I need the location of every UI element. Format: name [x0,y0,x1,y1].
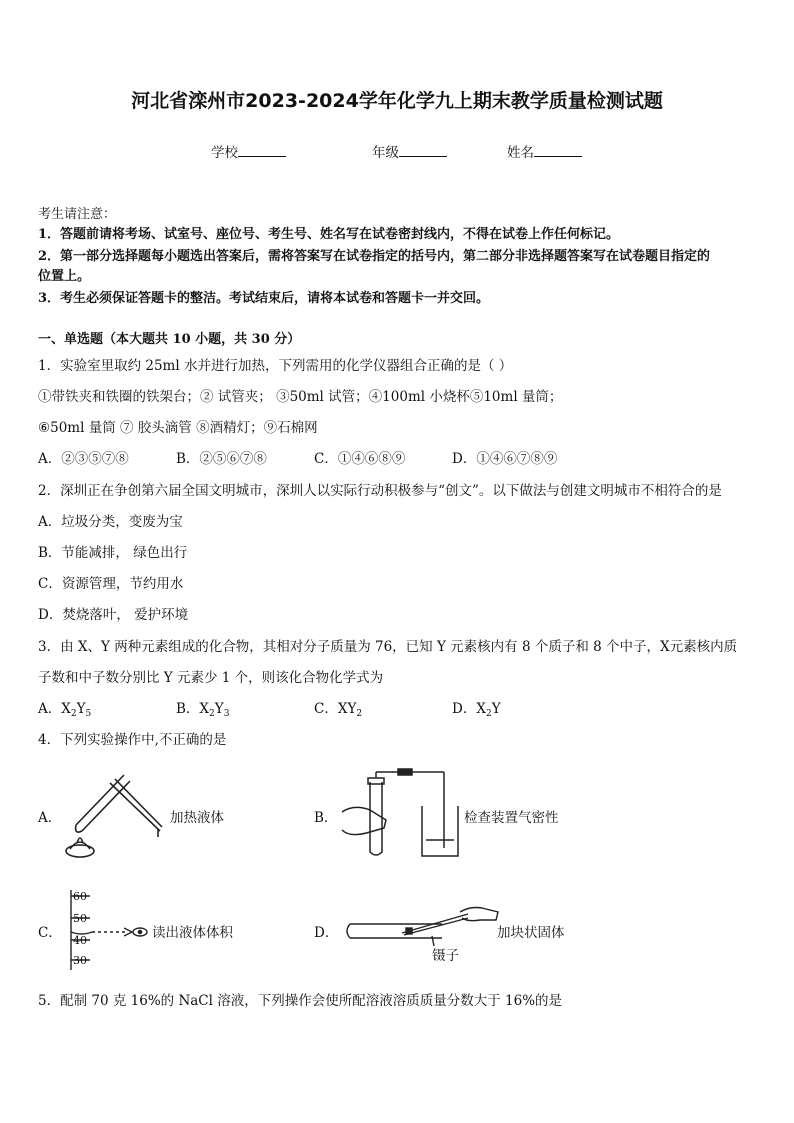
q2-option-b[interactable]: B．节能减排， 绿色出行 [38,545,188,561]
q1-option-d[interactable]: D．①④⑥⑦⑧⑨ [452,451,558,467]
formula-subscript: 2 [356,709,363,719]
grade-label: 年级 [372,145,399,161]
formula-subscript: 3 [223,709,230,719]
q4-option-d-label[interactable]: D． [314,925,339,941]
section-heading: 一、单选题（本大题共 10 小题，共 30 分） [38,332,301,347]
formula-part: Y [214,701,224,717]
q3-option-c[interactable] [314,697,362,719]
q3-option-a[interactable] [38,697,91,719]
option-label: B． [176,701,200,717]
notice-item: 3．考生必须保证答题卡的整洁。考试结束后，请将本试卷和答题卡一并交回。 [38,291,490,306]
heating-liquid-illustration [62,765,172,865]
school-field[interactable] [211,141,286,161]
q4-option-a-caption: 加热液体 [170,810,224,826]
formula-part: Y [491,701,501,717]
formula-subscript: 5 [85,709,92,719]
notice-item: 位置上。 [38,269,91,284]
q1-option-a[interactable]: A．②③⑤⑦⑧ [38,451,129,467]
formula-part: X [61,701,71,717]
q3-stem: 3．由 X、Y 两种元素组成的化合物，其相对分子质量为 76，已知 Y 元素核内有 8 个质子和 8 个中子，X元素核内质 [38,639,738,655]
page-title: 河北省滦州市2023-2024学年化学九上期末教学质量检测试题 [131,90,663,112]
option-label: C． [314,701,338,717]
cylinder-tick: 40 [73,934,87,947]
formula-part: X [476,701,486,717]
q5-stem: 5．配制 70 克 16%的 NaCl 溶液，下列操作会使所配溶液溶质质量分数大于 16%的是 [38,993,563,1009]
q3-option-d[interactable] [452,697,501,719]
formula-subscript: 2 [485,709,492,719]
option-label: A． [38,701,62,717]
option-label: D． [452,701,477,717]
q1-stem: 1．实验室里取约 25ml 水并进行加热，下列需用的化学仪器组合正确的是（ ） [38,358,513,374]
tweezers-label: 镊子 [432,948,459,964]
cylinder-tick: 30 [73,954,87,967]
q4-option-b-caption: 检查装置气密性 [464,810,559,826]
q4-stem: 4．下列实验操作中,不正确的是 [38,732,227,748]
q2-option-c[interactable]: C．资源管理，节约用水 [38,576,184,592]
airtightness-check-illustration [340,768,460,858]
q4-option-c-caption: 读出液体体积 [152,925,233,941]
formula-part: XY [337,701,357,717]
formula-subscript: 2 [209,709,215,719]
cylinder-tick: 50 [73,912,87,925]
name-label: 姓名 [507,145,534,161]
formula-part: Y [76,701,86,717]
q1-line: ⑥50ml 量筒 ⑦ 胶头滴管 ⑧酒精灯；⑨石棉网 [38,420,318,436]
q3-option-b[interactable] [176,697,229,719]
formula-part: X [199,701,210,717]
q4-option-c-label[interactable]: C． [38,925,62,941]
q2-option-d[interactable]: D．焚烧落叶， 爱护环境 [38,607,189,623]
notice-heading: 考生请注意： [38,207,117,222]
q2-stem: 2．深圳正在争创第六届全国文明城市，深圳人以实际行动积极参与“创文”。以下做法与创建文明城市不相符合的是 [38,483,722,499]
notice-item: 1．答题前请将考场、试室号、座位号、考生号、姓名写在试卷密封线内，不得在试卷上作任何标记。 [38,227,620,242]
cylinder-tick: 60 [73,890,87,903]
adding-solid-illustration [342,906,502,956]
name-field[interactable] [507,141,582,161]
q3-stem: 子数和中子数分别比 Y 元素少 1 个，则该化合物化学式为 [38,670,384,686]
formula-subscript: 2 [70,709,77,719]
q1-option-c[interactable]: C．①④⑥⑧⑨ [314,451,406,467]
q1-line: ①带铁夹和铁圈的铁架台；② 试管夹； ③50ml 试管；④100ml 小烧杯⑤10ml 量筒； [38,389,563,405]
q4-option-d-caption: 加块状固体 [497,925,565,941]
q4-option-b-label[interactable]: B． [314,810,338,826]
q1-option-b[interactable]: B．②⑤⑥⑦⑧ [176,451,267,467]
notice-item: 2．第一部分选择题每小题选出答案后，需将答案写在试卷指定的括号内，第二部分非选择题答案写在试卷题目指定的 [38,249,711,264]
school-label: 学校 [211,145,238,161]
grade-field[interactable] [372,141,447,161]
q2-option-a[interactable]: A．垃圾分类，变废为宝 [38,514,183,530]
q4-option-a-label[interactable]: A． [38,810,62,826]
